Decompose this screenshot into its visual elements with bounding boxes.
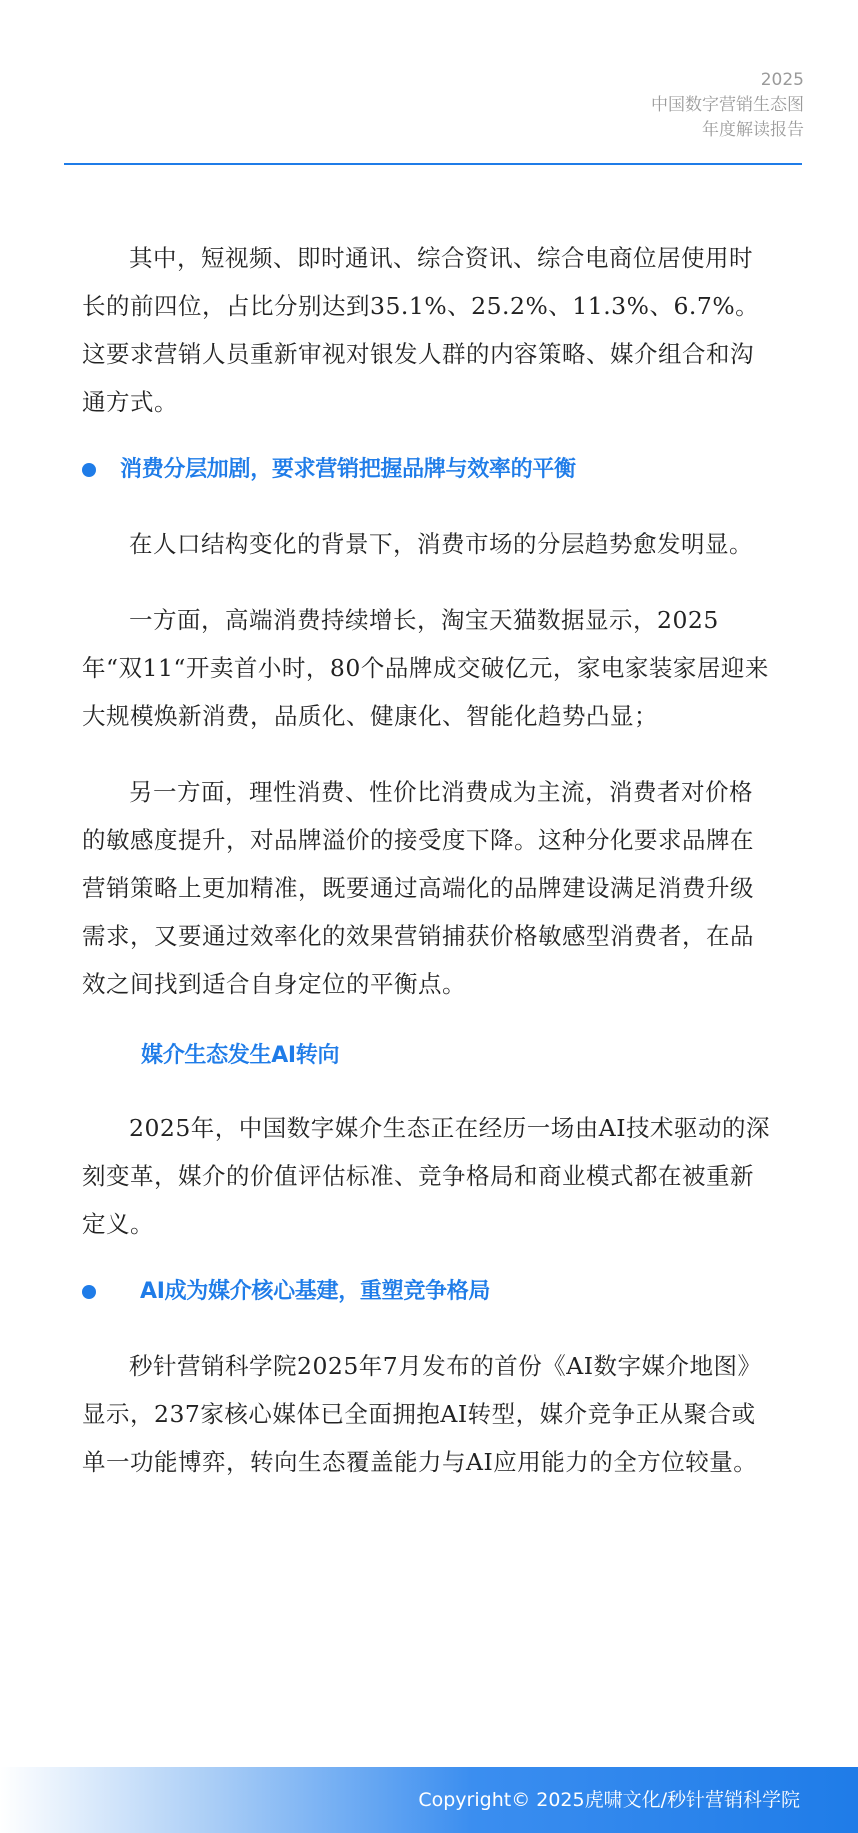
header-title-line1: 中国数字营销生态图 — [651, 95, 804, 115]
paragraph-high-end-growth: 一方面，高端消费持续增长，淘宝天猫数据显示，2025年“双11“开卖首小时，80个品牌成交破亿元，家电家装家居迎来大规模焕新消费，品质化、健康化、智能化趋势凸显； — [82, 606, 769, 730]
paragraph-usage-share: 其中，短视频、即时通讯、综合资讯、综合电商位居使用时长的前四位，占比分别达到35.1%、25.2%、11.3%、6.7%。这要求营销人员重新审视对银发人群的内容策略、媒介组合和沟通方式。 — [82, 244, 760, 416]
copyright-text: Copyright© 2025虎啸文化/秒针营销科学院 — [418, 1789, 800, 1811]
bullet-icon — [82, 463, 96, 477]
section-heading-text: 媒介生态发生AI转向 — [141, 1043, 340, 1068]
subheading-text: 消费分层加剧，要求营销把握品牌与效率的平衡 — [120, 457, 576, 482]
section-heading-media-ai — [82, 1038, 776, 1074]
header-title-line2: 年度解读报告 — [702, 120, 804, 140]
subheading-text: AI成为媒介核心基建，重塑竞争格局 — [140, 1279, 491, 1304]
footer-bar — [0, 1767, 858, 1833]
paragraph-media-transformation: 2025年，中国数字媒介生态正在经历一场由AI技术驱动的深刻变革，媒介的价值评估标准、竞争格局和商业模式都在被重新定义。 — [82, 1114, 771, 1238]
paragraph-rational-consumption: 另一方面，理性消费、性价比消费成为主流，消费者对价格的敏感度提升，对品牌溢价的接受度下降。这种分化要求品牌在营销策略上更加精准，既要通过高端化的品牌建设满足消费升级需求，又要通过效率化的效果营销捕获价格敏感型消费者，在品效之间找到适合自身定位的平衡点。 — [82, 778, 754, 998]
bullet-icon — [82, 1285, 96, 1299]
paragraph-consumption-trend: 在人口结构变化的背景下，消费市场的分层趋势愈发明显。 — [129, 530, 753, 558]
subheading-ai-infrastructure — [82, 1274, 776, 1310]
header-divider — [64, 163, 802, 165]
paragraph-ai-media-map: 秒针营销科学院2025年7月发布的首份《AI数字媒介地图》显示，237家核心媒体已全面拥抱AI转型，媒介竞争正从聚合或单一功能博弈，转向生态覆盖能力与AI应用能力的全方位较量。 — [82, 1352, 762, 1476]
header-year: 2025 — [760, 70, 804, 90]
main-content — [82, 234, 776, 1486]
subheading-consumption-tiering — [82, 452, 776, 488]
report-header — [651, 68, 804, 143]
